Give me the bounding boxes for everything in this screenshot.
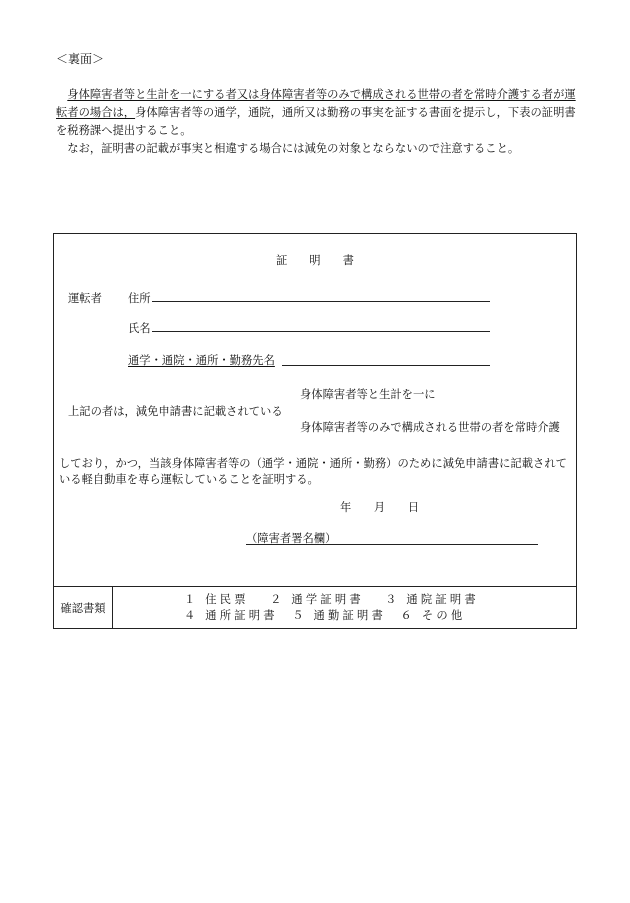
name-line[interactable]	[152, 331, 490, 332]
driver-label: 運転者	[68, 292, 102, 305]
name-label: 氏名	[128, 322, 151, 335]
confirmation-documents	[184, 592, 479, 624]
intro-rest-text: 身体障害者等の通学，通院，通所又は勤務の事実を証する書面を提示し，下表の証明書を税務課へ提出すること。	[56, 106, 576, 137]
certificate-title: 証明書	[276, 254, 376, 267]
documents-row-1: １ 住民票 ２ 通学証明書 ３ 通院証明書	[184, 593, 479, 606]
intro-underlined-text: 身体障害者等と生計を一にする者又は身体障害者等のみで構成される世帯の者を常時介護する者が運転者の場合は，	[56, 88, 576, 119]
destination-line[interactable]	[282, 365, 490, 366]
certificate-form	[53, 233, 577, 629]
signature-label: （障害者署名欄）	[246, 532, 337, 545]
intro-paragraph-1	[56, 86, 580, 140]
option-1-text: 身体障害者等と生計を一に	[300, 388, 436, 401]
documents-row-2: ４ 通所証明書 ５ 通勤証明書 ６ その他	[184, 609, 466, 622]
statement-prefix: 上記の者は，減免申請書に記載されている	[68, 405, 283, 418]
destination-label: 通学・通院・通所・勤務先名	[128, 354, 275, 367]
statement-body: しており，かつ，当該身体障害者等の（通学・通院・通所・勤務）のために減免申請書に記載されている軽自動車を専ら運転していることを証明する。	[59, 457, 567, 486]
address-label: 住所	[128, 292, 151, 305]
confirmation-label: 確認書類	[54, 587, 113, 629]
date-label: 年 月 日	[340, 501, 420, 514]
page-heading: ＜裏面＞	[56, 52, 105, 66]
confirmation-section	[54, 586, 576, 629]
option-2-text: 身体障害者等のみで構成される世帯の者を常時介護	[300, 421, 560, 434]
signature-line[interactable]	[246, 544, 538, 545]
intro-paragraph-2: なお，証明書の記載が事実と相違する場合には減免の対象とならないので注意すること。	[67, 142, 520, 155]
address-line[interactable]	[152, 301, 490, 302]
intro-text	[56, 86, 580, 158]
